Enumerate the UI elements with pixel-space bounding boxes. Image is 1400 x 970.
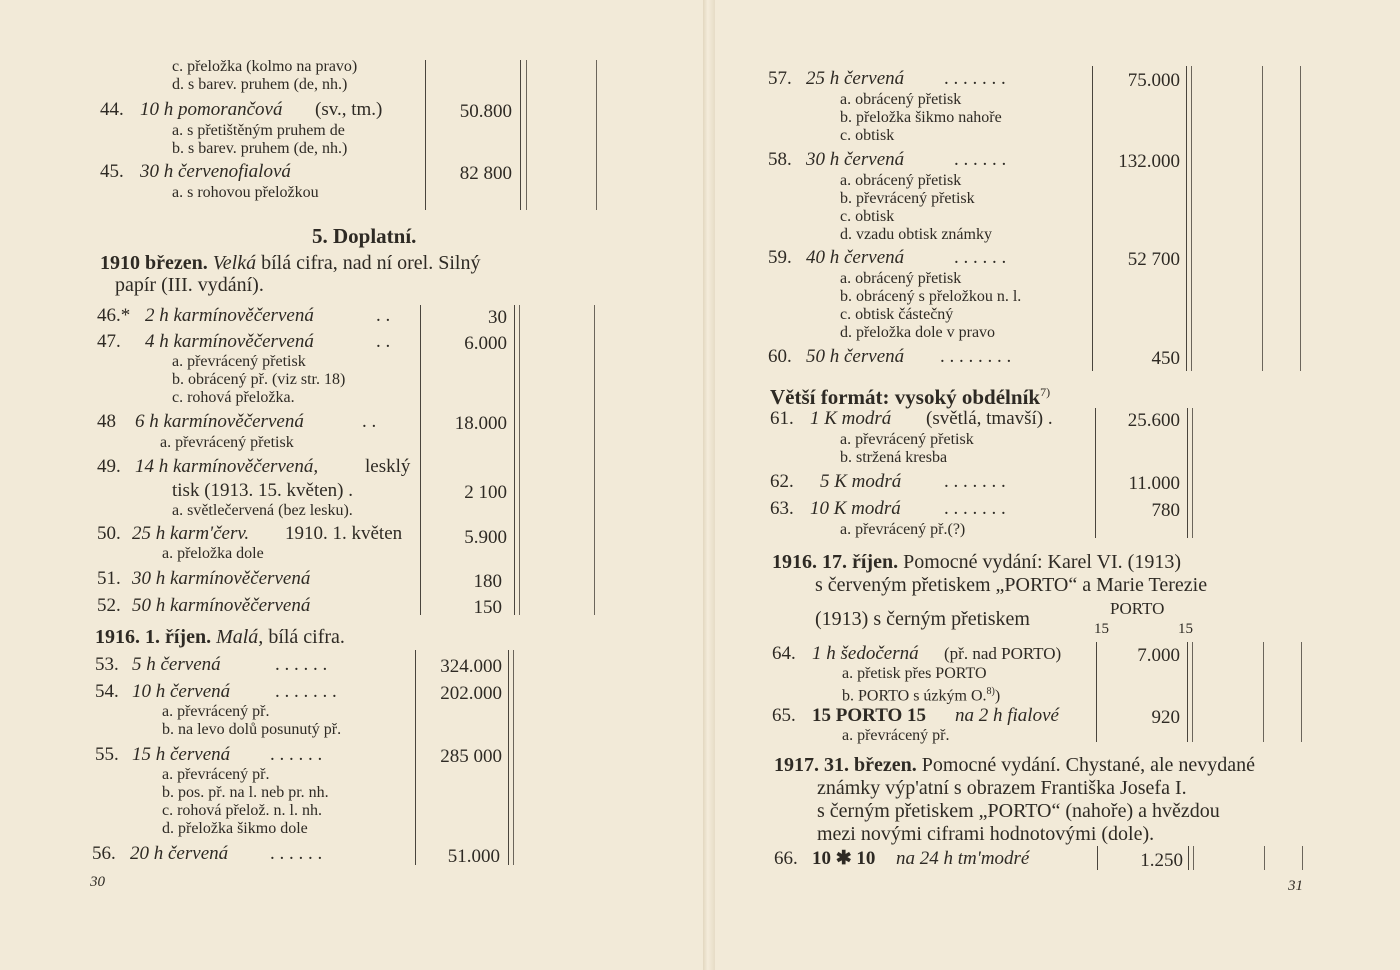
entry-name: 5 h červená [132,654,221,675]
variant-line: a. převrácený přetisk [840,431,974,448]
entry-name: 10 K modrá [810,498,901,519]
entry-number: 61. [770,408,794,429]
variant-line: a. přeložka dole [162,545,264,562]
leader-dots: . . . . . . . [275,681,337,702]
entry-value: 920 [1151,707,1180,728]
leader-dots: . . . . . . [270,843,323,864]
entry-name: 30 h červená [806,149,905,170]
column-rule [1264,846,1265,870]
entry-number: 46.* [97,305,131,326]
issue-paragraph [772,552,1181,572]
variant-line: a. obrácený přetisk [840,91,962,108]
entry-number: 59. [768,247,792,268]
entry-number: 47. [97,331,121,352]
entry-number: 56. [92,843,116,864]
issue-date: 1916. 17. říjen. [772,551,899,573]
entry-value: 180 [473,571,502,592]
entry-continuation: tisk (1913. 15. květen) . [172,480,354,501]
column-rule [1191,66,1192,371]
entry-number: 55. [95,744,119,765]
column-rule [596,60,597,210]
entry-value: 5.900 [464,527,507,548]
variant-line: a. obrácený přetisk [840,172,962,189]
variant-line: d. přeložka dole v pravo [840,324,996,341]
section-heading: 5. Doplatní. [312,224,417,248]
variant-text: b. PORTO s úzkým O. [842,687,987,705]
entry-name: 1 K modrá [810,408,892,429]
variant-line: c. rohová přelož. n. l. nh. [162,802,322,819]
entry-value: 25.600 [1127,410,1180,431]
issue-text: (1913) s černým přetiskem [815,608,1030,630]
issue-text: Pomocné vydání. Chystané, ale nevydané [921,754,1256,776]
entry-name: 15 h červená [132,744,231,765]
variant-line: d. s barev. pruhem (de, nh.) [172,76,348,93]
column-rule [1301,642,1302,742]
variant-line: c. přeložka (kolmo na pravo) [172,58,358,75]
variant-line: a. převrácený př. [162,703,270,720]
variant-line: a. obrácený přetisk [840,270,962,287]
variant-line: a. přetisk přes PORTO [842,665,987,682]
column-rule [519,305,520,615]
column-rule [1193,846,1194,870]
variant-line: c. obtisk [840,127,895,144]
entry-name: na 2 h fialové [955,705,1059,726]
entry-value: 324.000 [440,656,502,677]
variant-line: b. pos. př. na l. neb pr. nh. [162,784,329,801]
entry-number: 62. [770,471,794,492]
entry-value: 50.800 [459,101,512,122]
entry-name: 20 h červená [130,843,229,864]
leader-dots: . . . . . . [270,744,323,765]
entry-extra: (př. nad PORTO) [944,644,1062,663]
leader-dots: . . . . . . [954,247,1007,268]
entry-number: 44. [100,99,124,120]
entry-number: 51. [97,568,121,589]
entry-number: 52. [97,595,121,616]
entry-number: 48 [97,411,116,432]
issue-paragraph [774,755,1255,775]
leader-dots: . . . . . . . [944,498,1006,519]
entry-value: 285 000 [440,746,502,767]
variant-line: d. přeložka šikmo dole [162,820,308,837]
entry-name: 50 h červená [806,346,905,367]
entry-extra: lesklý [365,456,411,477]
variant-line: c. rohová přeložka. [172,389,295,406]
issue-paragraph [100,253,480,273]
column-rule [1187,408,1188,538]
entry-value: 450 [1151,348,1180,369]
column-rule [520,60,521,210]
entry-name: 14 h karmínověčervená, [135,456,319,477]
entry-name: 40 h červená [806,247,905,268]
entry-value: 7.000 [1137,645,1180,666]
leader-dots: . . [376,331,391,352]
leader-dots: . . . . . . [954,149,1007,170]
variant-line: c. obtisk částečný [840,306,954,323]
entry-number: 65. [772,705,796,726]
column-rule [420,305,421,615]
entry-name: 10 h červená [132,681,231,702]
entry-value: 132.000 [1118,151,1180,172]
issue-paragraph [95,627,345,647]
entry-name: na 24 h tm'modré [896,848,1030,869]
entry-number: 66. [774,848,798,869]
issue-text: bílá cifra. [268,626,345,648]
column-rule [1262,66,1263,371]
variant-line: b. s barev. pruhem (de, nh.) [172,140,348,157]
entry-value: 82 800 [459,163,512,184]
overprint-sample-left: 15 [1094,621,1109,637]
variant-line: a. převrácený př. [842,727,950,744]
entry-value: 1.250 [1140,850,1183,871]
variant-line: b. stržená kresba [840,449,948,466]
column-rule [1096,642,1097,742]
entry-value: 18.000 [454,413,507,434]
entry-extra: (světlá, tmavší) . [926,408,1053,429]
leader-dots: . . [362,411,377,432]
column-rule [1186,66,1187,371]
overprint-sample-top: PORTO [1110,599,1165,618]
variant-line: b. přeložka šikmo nahoře [840,109,1002,126]
issue-text: Pomocné vydání: Karel VI. (1913) [903,551,1181,573]
entry-value: 6.000 [464,333,507,354]
issue-date: 1917. 31. březen. [774,754,917,776]
leader-dots: . . . . . . . [944,471,1006,492]
column-rule [1302,846,1303,870]
column-rule [1188,846,1189,870]
leader-dots: . . [376,305,391,326]
column-rule [514,305,515,615]
variant-line: c. obtisk [840,208,895,225]
footnote-marker: 7) [1040,385,1051,399]
footnote-marker: 8) [986,686,995,697]
section-heading-text: Větší formát: vysoký obdélník [770,385,1041,409]
entry-extra: (sv., tm.) [315,99,383,120]
variant-line: b. na levo dolů posunutý př. [162,721,342,738]
column-rule [1095,408,1096,538]
entry-value: 51.000 [447,846,500,867]
entry-value: 150 [473,597,502,618]
column-rule [425,60,426,210]
page-number: 30 [90,874,105,890]
entry-value: 75.000 [1127,70,1180,91]
issue-text: mezi novými ciframi hodnotovými (dole). [817,823,1155,845]
entry-value: 202.000 [440,683,502,704]
entry-name: 5 K modrá [820,471,902,492]
overprint-label: 15 PORTO 15 [812,705,927,726]
entry-number: 50. [97,523,121,544]
book-gutter [703,0,715,970]
entry-name: 30 h červenofialová [140,161,291,182]
entry-name: 1 h šedočerná [812,643,919,664]
issue-text: s červeným přetiskem „PORTO“ a Marie Terezie [815,574,1208,596]
section-heading [770,382,1050,407]
entry-name: 6 h karmínověčervená [135,411,304,432]
leader-dots: . . . . . . . . [940,346,1012,367]
variant-line: b. obrácený s přeložkou n. l. [840,288,1022,305]
variant-line: b. PORTO s úzkým O.$^{8)}$) [842,686,1001,705]
entry-name: 50 h karmínověčervená [132,595,311,616]
column-rule [513,650,514,865]
overprint-label: 10 ✱ 10 [812,848,876,869]
variant-line: a. převrácený př. [162,766,270,783]
entry-value: 780 [1151,500,1180,521]
entry-name: 30 h karmínověčervená [132,568,311,589]
entry-number: 63. [770,498,794,519]
entry-number: 60. [768,346,792,367]
issue-date: 1916. 1. říjen. [95,626,212,648]
column-rule [526,60,527,210]
column-rule [415,650,416,865]
entry-number: 53. [95,654,119,675]
variant-line: d. vzadu obtisk známky [840,226,992,243]
entry-extra: 1910. 1. květen [285,523,403,544]
column-rule [508,650,509,865]
column-rule [594,305,595,615]
column-rule [1263,642,1264,742]
leader-dots: . . . . . . . [944,68,1006,89]
variant-line: a. převrácený př.(?) [840,521,966,538]
column-rule [1192,408,1193,538]
variant-line: a. převrácený přetisk [160,434,294,451]
entry-number: 54. [95,681,119,702]
issue-size: Malá, [216,626,264,648]
column-rule [1187,642,1188,742]
leader-dots: . . . . . . [275,654,328,675]
entry-name: 2 h karmínověčervená [145,305,314,326]
entry-number: 64. [772,643,796,664]
entry-name: 25 h červená [806,68,905,89]
column-rule [1092,66,1093,371]
variant-line: a. převrácený přetisk [172,353,306,370]
entry-name: 4 h karmínověčervená [145,331,314,352]
column-rule [1192,642,1193,742]
issue-text: papír (III. vydání). [115,274,264,296]
entry-value: 11.000 [1128,473,1180,494]
variant-line: b. převrácený přetisk [840,190,975,207]
entry-number: 49. [97,456,121,477]
entry-number: 58. [768,149,792,170]
variant-line: a. světlečervená (bez lesku). [172,502,353,519]
column-rule [1300,66,1301,371]
entry-name: 10 h pomorančová [140,99,283,120]
entry-value: 30 [488,307,507,328]
variant-line: a. s rohovou přeložkou [172,184,319,201]
issue-text: s černým přetiskem „PORTO“ (nahoře) a hvězdou [817,800,1220,822]
variant-line: a. s přetištěným pruhem de [172,122,345,139]
issue-size: Velká [212,252,257,274]
page-number: 31 [1288,878,1303,894]
entry-number: 57. [768,68,792,89]
issue-text: bílá cifra, nad ní orel. Silný [261,252,481,274]
entry-value: 52 700 [1127,249,1180,270]
entry-value: 2 100 [464,482,507,503]
variant-line: b. obrácený př. (viz str. 18) [172,371,346,388]
issue-date: 1910 březen. [100,252,208,274]
entry-name: 25 h karm'červ. [132,523,250,544]
entry-number: 45. [100,161,124,182]
overprint-sample-right: 15 [1178,621,1193,637]
issue-text: známky výp'atní s obrazem Františka Josefa I. [817,777,1187,799]
